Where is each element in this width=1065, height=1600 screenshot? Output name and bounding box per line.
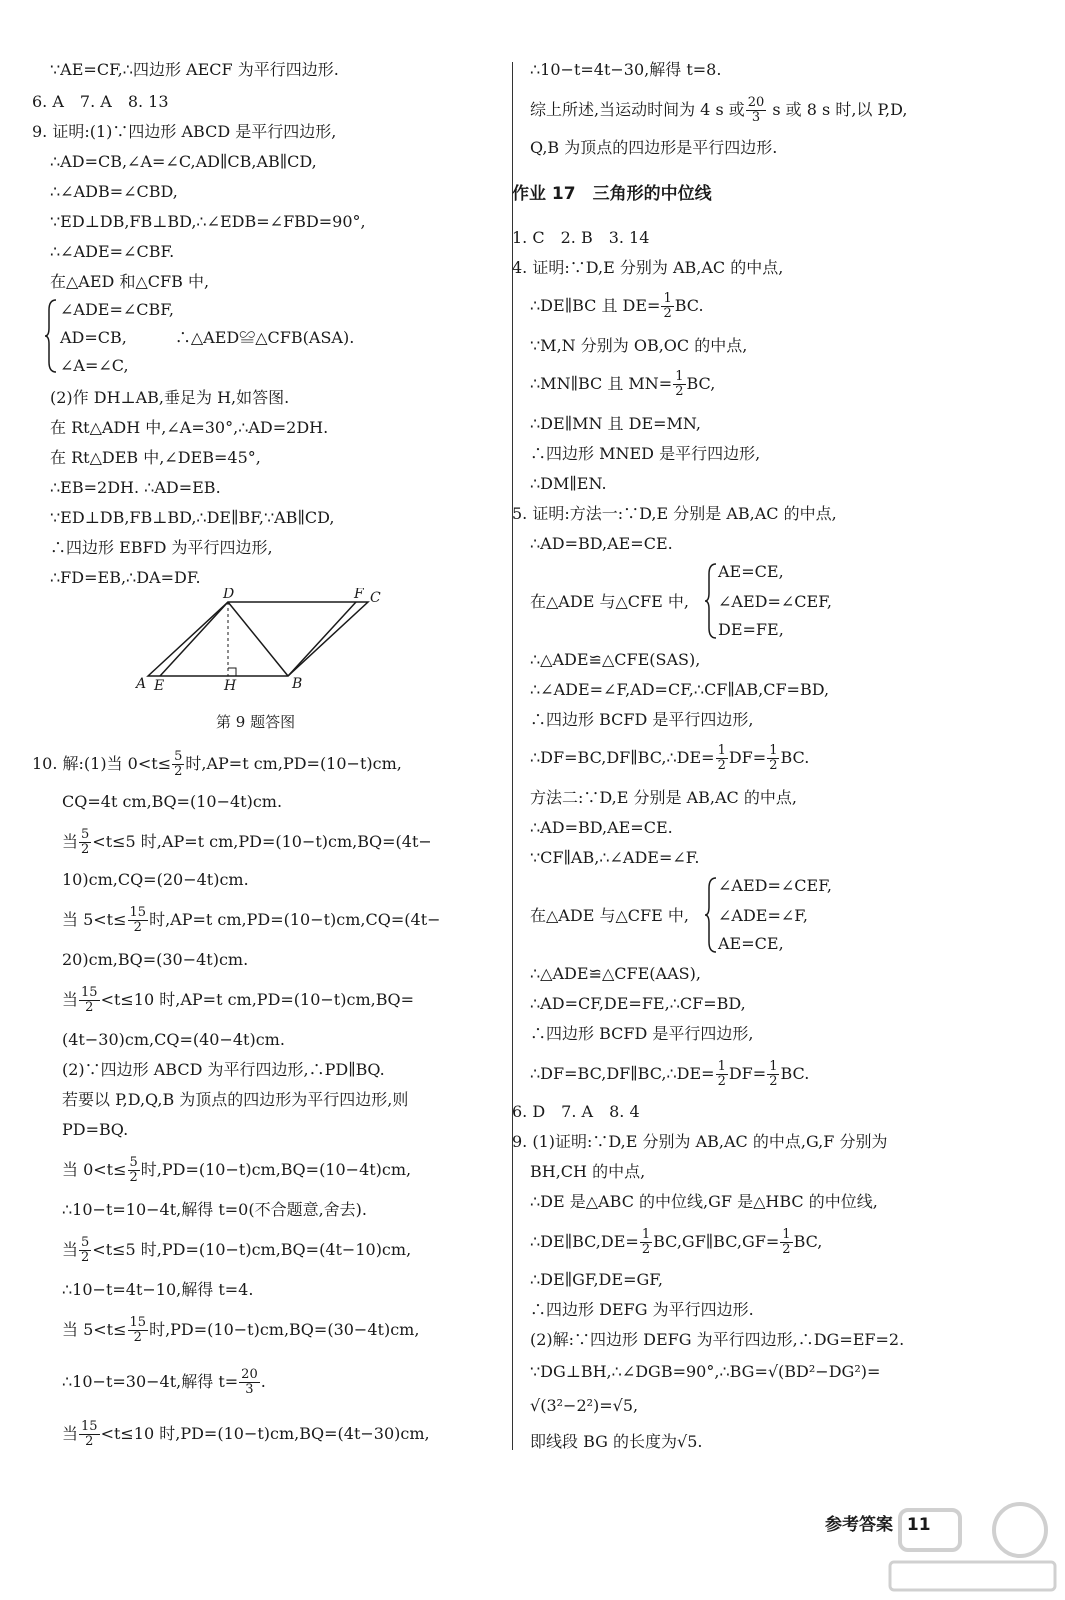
text-line: 在△ADE 与△CFE 中, [530,592,689,611]
text-line: 在△AED 和△CFB 中, [50,272,210,291]
text-line: ∠ADE=∠F, [718,906,808,925]
fraction: $\frac{5}{2}$ [129,1155,138,1185]
text-line: AE=CE, [718,562,784,581]
fraction: $\frac{1}{2}$ [641,1227,651,1257]
watermark-logo [880,1500,1060,1595]
math-line: 当 $\frac{15}{2}$ <t≤10 时,AP=t cm,PD=(10−t)cm,BQ= [62,985,414,1015]
system-brace [704,876,718,954]
label-b: B [292,676,303,692]
system-brace [44,298,58,374]
text-line: CQ=4t cm,BQ=(10−4t)cm. [62,792,283,811]
text-line: ∴10−t=4t−30,解得 t=8. [530,60,722,79]
text-line: 10)cm,CQ=(20−4t)cm. [62,870,249,889]
math-line: 当 0<t≤ $\frac{5}{2}$ 时,PD=(10−t)cm,BQ=(10−4t)cm, [62,1155,412,1185]
text-line: (2)解:∵四边形 DEFG 为平行四边形,∴DG=EF=2. [530,1330,905,1349]
text-line: ∠ADE=∠CBF, [60,300,174,319]
text-line: ∴四边形 EBFD 为平行四边形, [50,538,273,557]
text-line: ∴AD=BD,AE=CE. [530,818,673,837]
text-line: ∠AED=∠CEF, [718,876,832,895]
text-line: (2)作 DH⊥AB,垂足为 H,如答图. [50,388,290,407]
label-f: F [354,588,364,602]
math-line: 10. 解:(1)当 0<t≤ $\frac{5}{2}$ 时,AP=t cm,PD=(10−t)cm, [32,749,402,779]
text-line: 5. 证明:方法一:∵D,E 分别是 AB,AC 的中点, [512,504,837,523]
math-line: ∴DF=BC,DF∥BC,∴DE= $\frac{1}{2}$ DF= $\frac{1}{2}$ BC. [530,743,810,773]
text-line: ∠A=∠C, [60,356,129,375]
footer-label: 参考答案 [825,1515,893,1535]
fraction: $\frac{1}{2}$ [782,1227,791,1257]
answer-line: 6. D 7. A 8. 4 [512,1102,640,1121]
text-line: 在△ADE 与△CFE 中, [530,906,689,925]
fraction: $\frac{5}{2}$ [81,827,90,857]
text-line: ∵ED⊥DB,FB⊥BD,∴DE∥BF,∵AB∥CD, [50,508,335,527]
label-c: C [370,590,381,606]
fraction: $\frac{15}{2}$ [129,1315,147,1345]
fraction: $\frac{1}{2}$ [717,1059,726,1089]
label-h: H [224,678,237,694]
text-line: ∴AD=CF,DE=FE,∴CF=BD, [530,994,746,1013]
math-line: ∴10−t=30−4t,解得 t= $\frac{20}{3}$ . [62,1367,266,1397]
text-line: ∵CF∥AB,∴∠ADE=∠F. [530,848,700,867]
text-line: AD=CB, ∴△AED≌△CFB(ASA). [60,328,355,347]
math-line: 当 $\frac{5}{2}$ <t≤5 时,AP=t cm,PD=(10−t)cm,BQ=(4t− [62,827,432,857]
text-line: 9. 证明:(1)∵四边形 ABCD 是平行四边形, [32,122,337,141]
segment-de [160,602,228,676]
text-line: 9. (1)证明:∵D,E 分别为 AB,AC 的中点,G,F 分别为 [512,1132,888,1151]
text-line: ∵ED⊥DB,FB⊥BD,∴∠EDB=∠FBD=90°, [50,212,366,231]
text-line: PD=BQ. [62,1120,129,1139]
text-line: ∠AED=∠CEF, [718,592,832,611]
math-line: 综上所述,当运动时间为 4 s 或 $\frac{20}{3}$ s 或 8 s 时,以 P,D, [530,95,908,125]
text-line: ∴EB=2DH. ∴AD=EB. [50,478,221,497]
text-line: 20)cm,BQ=(30−4t)cm. [62,950,249,969]
text-line: ∴∠ADE=∠CBF. [50,242,175,261]
fraction: $\frac{1}{2}$ [717,743,726,773]
text-line: AE=CE, [718,934,784,953]
system-brace [704,562,718,640]
text-line: BH,CH 的中点, [530,1162,646,1181]
math-line: ∴DF=BC,DF∥BC,∴DE= $\frac{1}{2}$ DF= $\frac{1}{2}$ BC. [530,1059,810,1089]
text-line: ∴四边形 BCFD 是平行四边形, [530,1024,754,1043]
math-line: 当 5<t≤ $\frac{15}{2}$ 时,PD=(10−t)cm,BQ=(30−4t)cm, [62,1315,420,1345]
right-angle-mark [228,668,236,676]
text-line: ∴10−t=4t−10,解得 t=4. [62,1280,254,1299]
math-line: 当 $\frac{15}{2}$ <t≤10 时,PD=(10−t)cm,BQ=(4t−30)cm, [62,1419,430,1449]
fraction: $\frac{1}{2}$ [663,291,672,321]
label-a: A [136,676,147,692]
answer-line: 1. C 2. B 3. 14 [512,228,650,247]
text-line: ∴四边形 BCFD 是平行四边形, [530,710,754,729]
text-line: √(3²−2²)=√5, [530,1396,639,1415]
text-line: ∵AE=CF,∴四边形 AECF 为平行四边形. [50,60,339,79]
text-line: 若要以 P,D,Q,B 为顶点的四边形为平行四边形,则 [62,1090,409,1109]
text-line: ∴DE∥MN 且 DE=MN, [530,414,701,433]
page-number: 11 [906,1515,931,1535]
text-line: ∴10−t=10−4t,解得 t=0(不合题意,舍去). [62,1200,368,1219]
text-line: ∵M,N 分别为 OB,OC 的中点, [530,336,748,355]
text-line: 4. 证明:∵D,E 分别为 AB,AC 的中点, [512,258,784,277]
text-line: ∴DM∥EN. [530,474,607,493]
math-line: ∴MN∥BC 且 MN= $\frac{1}{2}$ BC, [530,369,716,399]
segment-bf [288,602,356,676]
fraction: $\frac{15}{2}$ [81,985,98,1015]
text-line: ∴DE∥GF,DE=GF, [530,1270,663,1289]
text-line: ∴∠ADE=∠F,AD=CF,∴CF∥AB,CF=BD, [530,680,830,699]
math-line: ∴DE∥BC,DE= $\frac{1}{2}$ BC,GF∥BC,GF= $\frac{1}{2}$ BC, [530,1227,823,1257]
segment-db [228,602,288,676]
text-line: ∴四边形 MNED 是平行四边形, [530,444,761,463]
fraction: $\frac{1}{2}$ [769,1059,778,1089]
math-line: 当 $\frac{5}{2}$ <t≤5 时,PD=(10−t)cm,BQ=(4t−10)cm, [62,1235,412,1265]
label-e: E [154,678,165,694]
figure-caption: 第 9 题答图 [216,713,296,731]
math-line: 当 5<t≤ $\frac{15}{2}$ 时,AP=t cm,PD=(10−t)cm,CQ=(4t− [62,905,441,935]
label-d: D [223,588,235,602]
text-line: ∴△ADE≌△CFE(AAS), [530,964,701,983]
text-line: ∴FD=EB,∴DA=DF. [50,568,201,587]
fraction: $\frac{5}{2}$ [81,1235,90,1265]
text-line: (2)∵四边形 ABCD 为平行四边形,∴PD∥BQ. [62,1060,385,1079]
fraction: $\frac{1}{2}$ [769,743,778,773]
fraction: $\frac{20}{3}$ [241,1367,258,1397]
text-line: (4t−30)cm,CQ=(40−4t)cm. [62,1030,285,1049]
text-line: ∴△ADE≌△CFE(SAS), [530,650,701,669]
text-line: 在 Rt△ADH 中,∠A=30°,∴AD=2DH. [50,418,329,437]
text-line: Q,B 为顶点的四边形是平行四边形. [530,138,778,157]
text-line: ∴四边形 DEFG 为平行四边形. [530,1300,754,1319]
fraction: $\frac{15}{2}$ [81,1419,98,1449]
text-line: ∴AD=BD,AE=CE. [530,534,673,553]
text-line: 即线段 BG 的长度为√5. [530,1432,703,1451]
fraction: $\frac{15}{2}$ [129,905,147,935]
text-line: ∴∠ADB=∠CBD, [50,182,178,201]
text-line: ∴DE 是△ABC 的中位线,GF 是△HBC 的中位线, [530,1192,878,1211]
answer-line: 6. A 7. A 8. 13 [32,92,169,111]
text-line: 在 Rt△DEB 中,∠DEB=45°, [50,448,261,467]
fraction: $\frac{5}{2}$ [174,749,183,779]
geometry-figure [128,588,398,696]
fraction: $\frac{20}{3}$ [747,95,765,125]
text-line: DE=FE, [718,620,784,639]
fraction: $\frac{1}{2}$ [675,369,684,399]
text-line: 方法二:∵D,E 分别是 AB,AC 的中点, [530,788,797,807]
section-title: 作业 17 三角形的中位线 [512,184,712,204]
text-line: ∴AD=CB,∠A=∠C,AD∥CB,AB∥CD, [50,152,317,171]
text-line: ∵DG⊥BH,∴∠DGB=90°,∴BG=√(BD²−DG²)= [530,1362,881,1381]
math-line: ∴DE∥BC 且 DE= $\frac{1}{2}$ BC. [530,291,704,321]
